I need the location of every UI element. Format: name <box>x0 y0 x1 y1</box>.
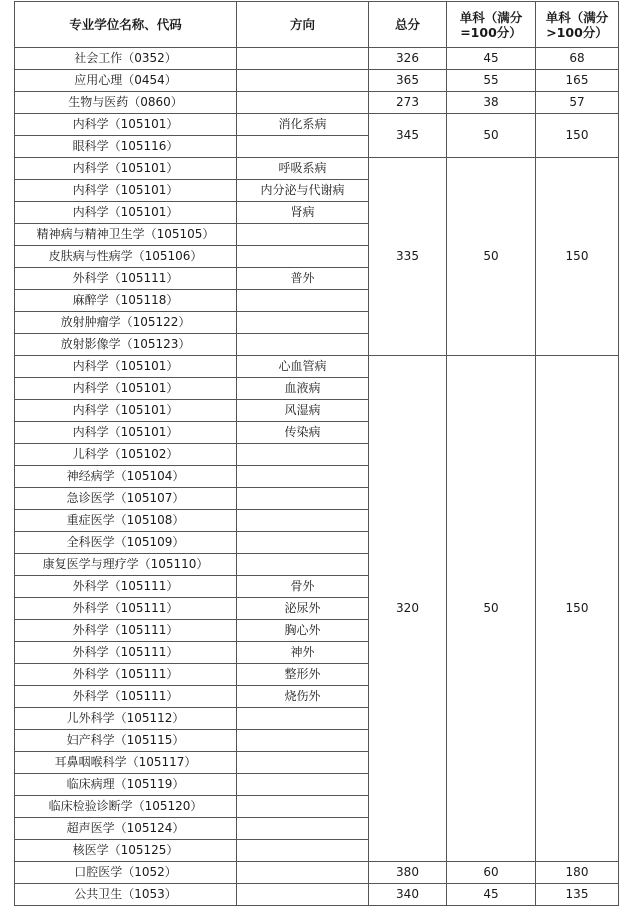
total-score-cell: 345 <box>369 114 447 158</box>
single-over-100-cell: 165 <box>536 70 619 92</box>
program-name-cell: 外科学（105111） <box>15 620 237 642</box>
program-name-cell: 放射肿瘤学（105122） <box>15 312 237 334</box>
direction-cell <box>237 818 369 840</box>
program-name-cell: 内科学（105101） <box>15 180 237 202</box>
table-row <box>15 158 619 180</box>
direction-cell <box>237 840 369 862</box>
program-name-cell: 内科学（105101） <box>15 356 237 378</box>
program-name-cell: 皮肤病与性病学（105106） <box>15 246 237 268</box>
direction-cell <box>237 70 369 92</box>
single-100-cell: 50 <box>447 114 536 158</box>
program-name-cell: 全科医学（105109） <box>15 532 237 554</box>
direction-cell <box>237 708 369 730</box>
table-row <box>15 70 619 92</box>
total-score-cell: 340 <box>369 884 447 906</box>
direction-cell: 呼吸系病 <box>237 158 369 180</box>
single-over-100-cell: 150 <box>536 158 619 356</box>
total-score-cell: 365 <box>369 70 447 92</box>
direction-cell <box>237 334 369 356</box>
single-100-cell: 45 <box>447 48 536 70</box>
table-body <box>15 48 619 906</box>
direction-cell: 普外 <box>237 268 369 290</box>
total-score-cell: 273 <box>369 92 447 114</box>
program-name-cell: 内科学（105101） <box>15 400 237 422</box>
direction-cell <box>237 774 369 796</box>
program-name-cell: 核医学（105125） <box>15 840 237 862</box>
program-name-cell: 内科学（105101） <box>15 202 237 224</box>
direction-cell: 泌尿外 <box>237 598 369 620</box>
direction-cell <box>237 136 369 158</box>
direction-cell: 心血管病 <box>237 356 369 378</box>
total-score-cell: 335 <box>369 158 447 356</box>
program-name-cell: 外科学（105111） <box>15 642 237 664</box>
direction-cell <box>237 290 369 312</box>
program-name-cell: 超声医学（105124） <box>15 818 237 840</box>
direction-cell <box>237 554 369 576</box>
program-name-cell: 康复医学与理疗学（105110） <box>15 554 237 576</box>
program-name-cell: 临床检验诊断学（105120） <box>15 796 237 818</box>
program-name-cell: 内科学（105101） <box>15 114 237 136</box>
single-100-cell: 50 <box>447 158 536 356</box>
program-name-cell: 精神病与精神卫生学（105105） <box>15 224 237 246</box>
program-name-cell: 内科学（105101） <box>15 422 237 444</box>
single-100-cell: 38 <box>447 92 536 114</box>
direction-cell <box>237 488 369 510</box>
direction-cell <box>237 862 369 884</box>
direction-cell <box>237 796 369 818</box>
direction-cell <box>237 48 369 70</box>
single-100-cell: 55 <box>447 70 536 92</box>
total-score-cell: 320 <box>369 356 447 862</box>
program-name-cell: 公共卫生（1053） <box>15 884 237 906</box>
program-name-cell: 内科学（105101） <box>15 378 237 400</box>
program-name-cell: 外科学（105111） <box>15 268 237 290</box>
table-row <box>15 884 619 906</box>
direction-cell <box>237 246 369 268</box>
header-total: 总分 <box>369 2 447 48</box>
program-name-cell: 耳鼻咽喉科学（105117） <box>15 752 237 774</box>
header-single-over-100: 单科（满分>100分） <box>536 2 619 48</box>
single-over-100-cell: 135 <box>536 884 619 906</box>
header-direction: 方向 <box>237 2 369 48</box>
direction-cell: 骨外 <box>237 576 369 598</box>
program-name-cell: 重症医学（105108） <box>15 510 237 532</box>
header-name: 专业学位名称、代码 <box>15 2 237 48</box>
direction-cell: 烧伤外 <box>237 686 369 708</box>
program-name-cell: 生物与医药（0860） <box>15 92 237 114</box>
single-over-100-cell: 57 <box>536 92 619 114</box>
score-table-container <box>14 1 619 906</box>
program-name-cell: 儿外科学（105112） <box>15 708 237 730</box>
program-name-cell: 妇产科学（105115） <box>15 730 237 752</box>
direction-cell <box>237 92 369 114</box>
direction-cell <box>237 312 369 334</box>
direction-cell <box>237 510 369 532</box>
direction-cell: 肾病 <box>237 202 369 224</box>
program-name-cell: 应用心理（0454） <box>15 70 237 92</box>
program-name-cell: 放射影像学（105123） <box>15 334 237 356</box>
direction-cell: 内分泌与代谢病 <box>237 180 369 202</box>
program-name-cell: 口腔医学（1052） <box>15 862 237 884</box>
table-row <box>15 862 619 884</box>
single-100-cell: 45 <box>447 884 536 906</box>
direction-cell <box>237 532 369 554</box>
table-row <box>15 114 619 136</box>
single-over-100-cell: 150 <box>536 356 619 862</box>
single-100-cell: 60 <box>447 862 536 884</box>
program-name-cell: 神经病学（105104） <box>15 466 237 488</box>
direction-cell: 神外 <box>237 642 369 664</box>
program-name-cell: 内科学（105101） <box>15 158 237 180</box>
direction-cell <box>237 884 369 906</box>
program-name-cell: 儿科学（105102） <box>15 444 237 466</box>
header-single-100: 单科（满分=100分） <box>447 2 536 48</box>
single-over-100-cell: 68 <box>536 48 619 70</box>
total-score-cell: 380 <box>369 862 447 884</box>
direction-cell: 风湿病 <box>237 400 369 422</box>
direction-cell <box>237 444 369 466</box>
total-score-cell: 326 <box>369 48 447 70</box>
program-name-cell: 外科学（105111） <box>15 576 237 598</box>
direction-cell <box>237 466 369 488</box>
table-row <box>15 48 619 70</box>
single-over-100-cell: 150 <box>536 114 619 158</box>
program-name-cell: 外科学（105111） <box>15 686 237 708</box>
direction-cell <box>237 224 369 246</box>
program-name-cell: 急诊医学（105107） <box>15 488 237 510</box>
direction-cell <box>237 730 369 752</box>
header-row <box>15 2 619 48</box>
single-over-100-cell: 180 <box>536 862 619 884</box>
table-row <box>15 92 619 114</box>
program-name-cell: 麻醉学（105118） <box>15 290 237 312</box>
program-name-cell: 临床病理（105119） <box>15 774 237 796</box>
table-row <box>15 356 619 378</box>
direction-cell: 传染病 <box>237 422 369 444</box>
score-table <box>14 1 619 906</box>
direction-cell: 消化系病 <box>237 114 369 136</box>
program-name-cell: 社会工作（0352） <box>15 48 237 70</box>
program-name-cell: 外科学（105111） <box>15 598 237 620</box>
program-name-cell: 外科学（105111） <box>15 664 237 686</box>
direction-cell <box>237 752 369 774</box>
single-100-cell: 50 <box>447 356 536 862</box>
direction-cell: 胸心外 <box>237 620 369 642</box>
direction-cell: 血液病 <box>237 378 369 400</box>
direction-cell: 整形外 <box>237 664 369 686</box>
program-name-cell: 眼科学（105116） <box>15 136 237 158</box>
